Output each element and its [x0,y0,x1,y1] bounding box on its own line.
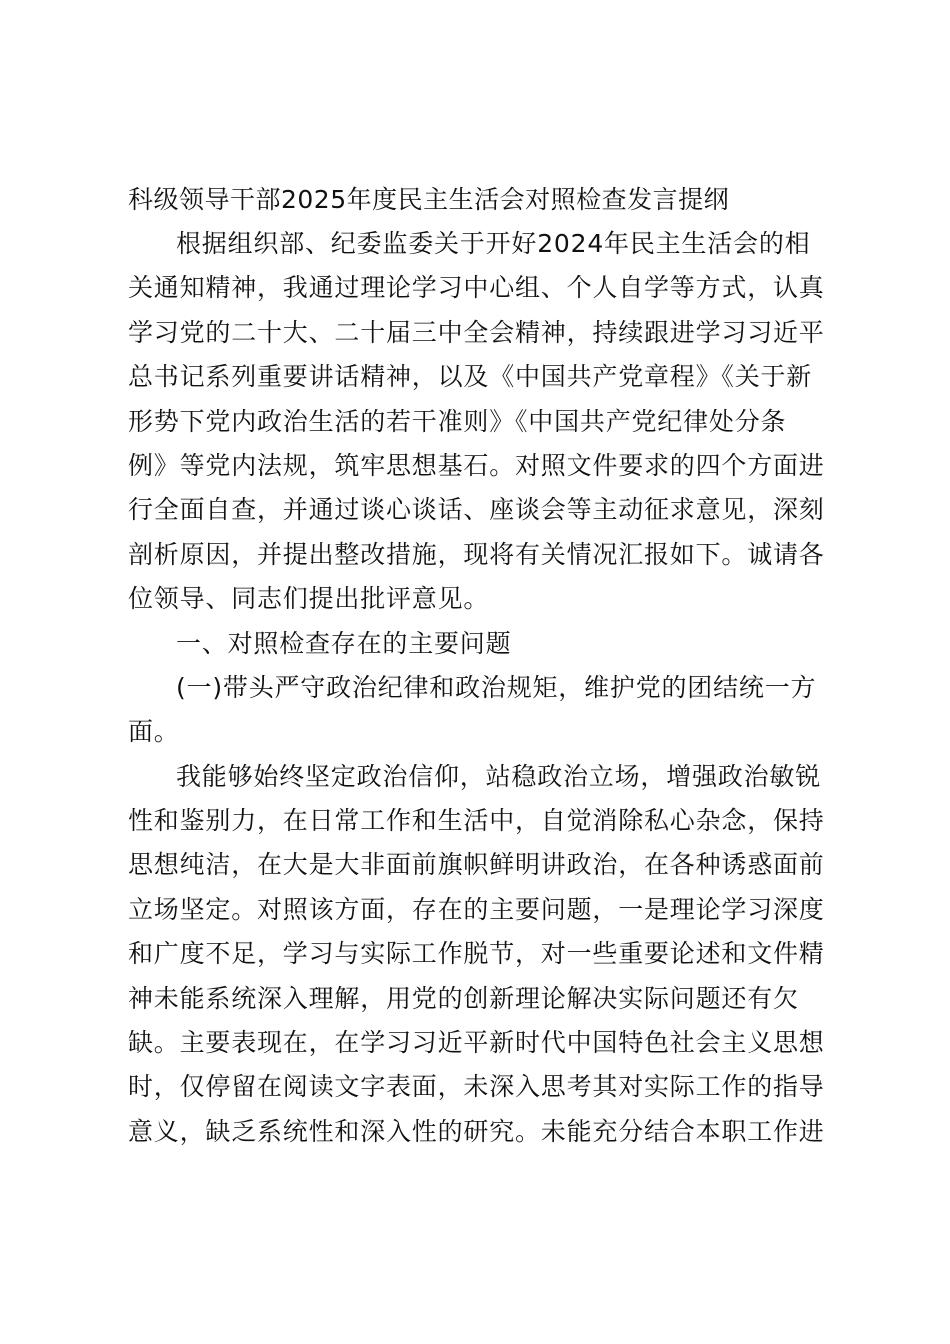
paragraph-line: 形势下党内政治生活的若干准则》《中国共产党纪律处分条 [128,406,787,436]
paragraph-line: 意义，缺乏系统性和深入性的研究。未能充分结合本职工作进 [128,1116,825,1146]
paragraph-line: 总书记系列重要讲话精神，以及《中国共产党章程》《关于新 [128,362,813,392]
paragraph-line: 学习党的二十大、二十届三中全会精神，持续跟进学习习近平 [128,317,825,347]
section-heading: 一、对照检查存在的主要问题 [176,628,512,658]
paragraph-line: 根据组织部、纪委监委关于开好2024年民主生活会的相 [176,229,811,258]
paragraph-line: 时，仅停留在阅读文字表面，未深入思考其对实际工作的指导 [128,1072,825,1102]
paragraph-line: 和广度不足，学习与实际工作脱节，对一些重要论述和文件精 [128,939,825,969]
paragraph-line: 性和鉴别力，在日常工作和生活中，自觉消除私心杂念，保持 [128,806,825,836]
paragraph-line: 缺。主要表现在，在学习习近平新时代中国特色社会主义思想 [128,1028,825,1058]
document-body [128,222,828,1154]
subsection-heading-continued: 面。 [128,717,180,747]
paragraph-line: 关通知精神，我通过理论学习中心组、个人自学等方式，认真 [128,273,825,303]
paragraph-line: 神未能系统深入理解，用党的创新理论解决实际问题还有欠 [128,983,799,1013]
paragraph-line: 思想纯洁，在大是大非面前旗帜鲜明讲政治，在各种诱惑面前 [128,850,825,880]
paragraph-line: 立场坚定。对照该方面，存在的主要问题，一是理论学习深度 [128,894,825,924]
document-title: 科级领导干部2025年度民主生活会对照检查发言提纲 [128,185,730,214]
paragraph-line: 剖析原因，并提出整改措施，现将有关情况汇报如下。诚请各 [128,539,825,569]
paragraph-line: 例》等党内法规，筑牢思想基石。对照文件要求的四个方面进 [128,450,825,480]
subsection-heading: (一)带头严守政治纪律和政治规矩，维护党的团结统一方 [176,672,817,702]
paragraph-line: 我能够始终坚定政治信仰，站稳政治立场，增强政治敏锐 [176,761,822,791]
paragraph-line: 行全面自查，并通过谈心谈话、座谈会等主动征求意见，深刻 [128,495,825,525]
paragraph-line: 位领导、同志们提出批评意见。 [128,584,490,614]
